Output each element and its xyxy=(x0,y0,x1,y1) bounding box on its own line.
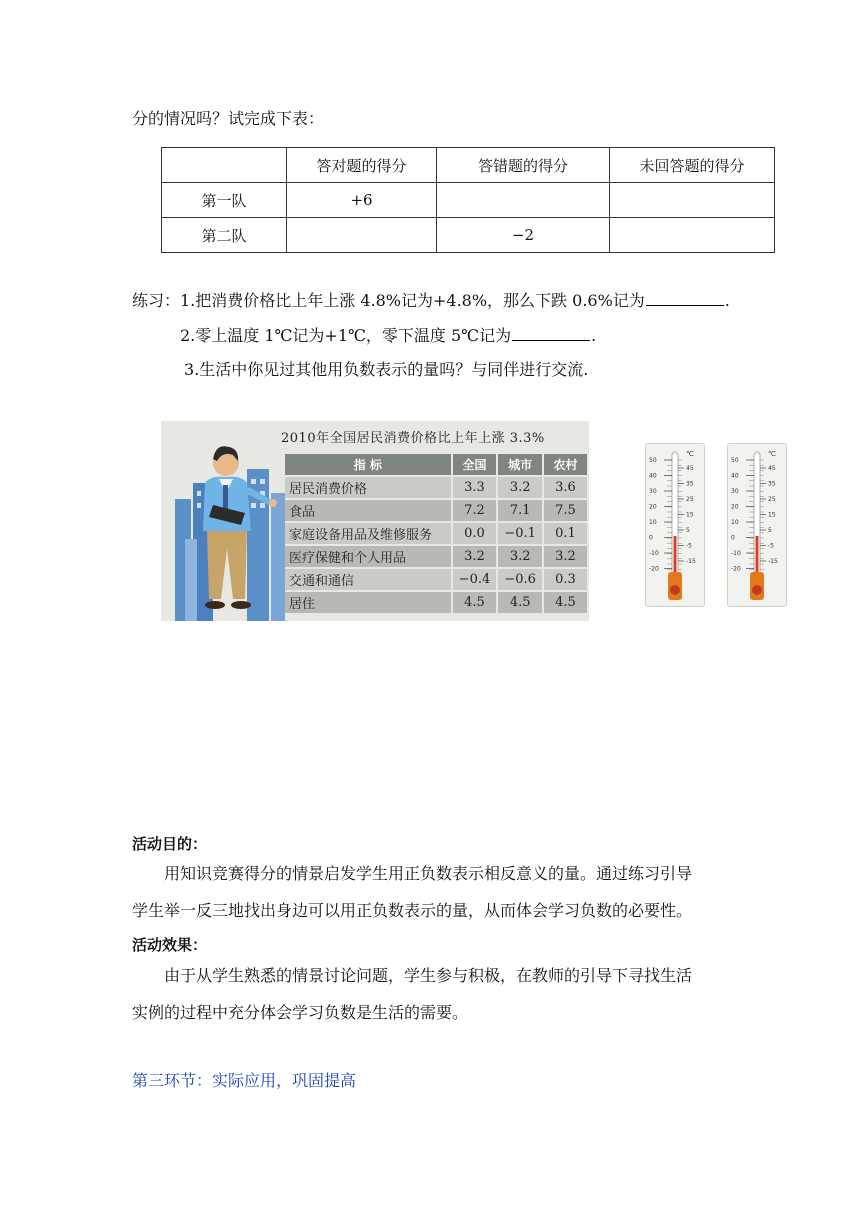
table-header-cell: 答错题的得分 xyxy=(437,148,610,183)
cpi-cell: 居民消费价格 xyxy=(285,477,451,498)
cpi-cell: 7.2 xyxy=(453,500,497,521)
scale-label: 40 xyxy=(731,472,739,480)
cpi-cell: −0.1 xyxy=(498,523,542,544)
scale-label: -5 xyxy=(686,542,692,550)
cpi-cell: 4.5 xyxy=(498,592,542,613)
cpi-title: 2010年全国居民消费价格比上年上涨 3.3% xyxy=(281,431,545,446)
cpi-cell: 居住 xyxy=(285,592,451,613)
cpi-cell: 3.2 xyxy=(498,477,542,498)
table-row xyxy=(162,218,775,253)
table-cell: +6 xyxy=(287,183,437,218)
cpi-cell: −0.4 xyxy=(453,569,497,590)
cpi-row xyxy=(285,477,587,498)
scale-label: 20 xyxy=(731,503,739,511)
thermometer-icon xyxy=(728,444,786,606)
thermometer-icon xyxy=(646,444,704,606)
scale-label: 50 xyxy=(731,457,739,464)
purpose-line-1: 用知识竞赛得分的情景启发学生用正负数表示相反意义的量。通过练习引导 xyxy=(164,864,693,883)
cpi-row xyxy=(285,592,587,613)
cpi-cell: 4.5 xyxy=(544,592,587,613)
scale-label: -10 xyxy=(649,550,659,557)
exercise-2-text: 2.零上温度 1℃记为+1℃，零下温度 5℃记为 xyxy=(180,326,512,345)
cpi-row xyxy=(285,569,587,590)
thermometer-left xyxy=(645,443,705,607)
table-header-cell: 未回答题的得分 xyxy=(610,148,775,183)
scale-label: 25 xyxy=(686,496,694,503)
cpi-row xyxy=(285,523,587,544)
cpi-cell: −0.6 xyxy=(498,569,542,590)
scale-label: 10 xyxy=(731,519,739,526)
unit-label: ℃ xyxy=(768,450,776,458)
purpose-line-2: 学生举一反三地找出身边可以用正负数表示的量，从而体会学习负数的必要性。 xyxy=(132,901,693,920)
scale-label: 50 xyxy=(649,457,657,464)
scale-label: 35 xyxy=(768,480,776,488)
scale-label: -20 xyxy=(731,565,741,573)
table-cell xyxy=(610,183,775,218)
scale-label: 45 xyxy=(686,465,694,472)
cpi-cell: 0.0 xyxy=(453,523,497,544)
unit-label: ℃ xyxy=(686,450,694,458)
cpi-header-row xyxy=(285,454,587,475)
scale-label: -20 xyxy=(649,565,659,573)
effect-line-2: 实例的过程中充分体会学习负数是生活的需要。 xyxy=(132,1003,469,1022)
answer-blank[interactable] xyxy=(646,291,724,306)
scale-label: 45 xyxy=(768,465,776,472)
thermometer-right xyxy=(727,443,787,607)
scale-label: 25 xyxy=(768,496,776,503)
scale-label: 35 xyxy=(686,480,694,488)
cpi-cell: 家庭设备用品及维修服务 xyxy=(285,523,451,544)
scale-label: 30 xyxy=(649,488,657,495)
effect-heading: 活动效果： xyxy=(132,936,208,954)
purpose-heading: 活动目的： xyxy=(132,835,208,853)
table-cell xyxy=(437,183,610,218)
exercise-1 xyxy=(132,283,730,319)
cpi-header-cell: 指 标 xyxy=(285,454,451,475)
cpi-cell: 3.2 xyxy=(498,546,542,567)
cpi-cell: 交通和通信 xyxy=(285,569,451,590)
scale-label: 40 xyxy=(649,472,657,480)
scale-label: 5 xyxy=(686,527,690,534)
scale-label: -15 xyxy=(768,558,778,565)
section-title: 第三环节：实际应用，巩固提高 xyxy=(132,1071,357,1090)
score-table xyxy=(161,147,775,253)
scale-label: 0 xyxy=(649,534,653,542)
table-cell: −2 xyxy=(437,218,610,253)
scale-label: 0 xyxy=(731,534,735,542)
exercise-2-end: . xyxy=(591,326,597,345)
cpi-cell: 0.3 xyxy=(544,569,587,590)
cpi-cell: 4.5 xyxy=(453,592,497,613)
scale-label: -15 xyxy=(686,558,696,565)
cpi-cell: 7.5 xyxy=(544,500,587,521)
table-header-row xyxy=(162,148,775,183)
cpi-cell: 医疗保健和个人用品 xyxy=(285,546,451,567)
table-cell: 第二队 xyxy=(162,218,287,253)
cpi-row xyxy=(285,546,587,567)
exercise-3: 3.生活中你见过其他用负数表示的量吗？与同伴进行交流. xyxy=(184,360,589,379)
table-header-cell xyxy=(162,148,287,183)
table-cell xyxy=(610,218,775,253)
exercise-1-end: . xyxy=(724,291,730,310)
intro-line: 分的情况吗？试完成下表： xyxy=(132,109,325,128)
cpi-table xyxy=(283,452,589,615)
cpi-illustration xyxy=(161,421,589,621)
cpi-header-cell: 农村 xyxy=(544,454,587,475)
scale-label: -10 xyxy=(731,550,741,557)
cpi-header-cell: 全国 xyxy=(453,454,497,475)
cpi-header-cell: 城市 xyxy=(498,454,542,475)
scale-label: 15 xyxy=(686,511,694,519)
cpi-cell: 7.1 xyxy=(498,500,542,521)
scale-label: 30 xyxy=(731,488,739,495)
cpi-cell: 3.2 xyxy=(453,546,497,567)
scale-label: -5 xyxy=(768,542,774,550)
table-header-cell: 答对题的得分 xyxy=(287,148,437,183)
scale-label: 10 xyxy=(649,519,657,526)
table-row xyxy=(162,183,775,218)
cpi-cell: 3.6 xyxy=(544,477,587,498)
answer-blank[interactable] xyxy=(512,326,590,341)
cpi-cell: 0.1 xyxy=(544,523,587,544)
scale-label: 20 xyxy=(649,503,657,511)
scale-label: 5 xyxy=(768,527,772,534)
cpi-cell: 3.3 xyxy=(453,477,497,498)
cpi-cell: 食品 xyxy=(285,500,451,521)
effect-line-1: 由于从学生熟悉的情景讨论问题，学生参与积极，在教师的引导下寻找生活 xyxy=(164,966,693,985)
cpi-cell: 3.2 xyxy=(544,546,587,567)
table-cell: 第一队 xyxy=(162,183,287,218)
exercise-1-text: 练习：1.把消费价格比上年上涨 4.8%记为+4.8%，那么下跌 0.6%记为 xyxy=(132,291,645,310)
cpi-row xyxy=(285,500,587,521)
table-cell xyxy=(287,218,437,253)
scale-label: 15 xyxy=(768,511,776,519)
exercise-2 xyxy=(180,318,596,354)
